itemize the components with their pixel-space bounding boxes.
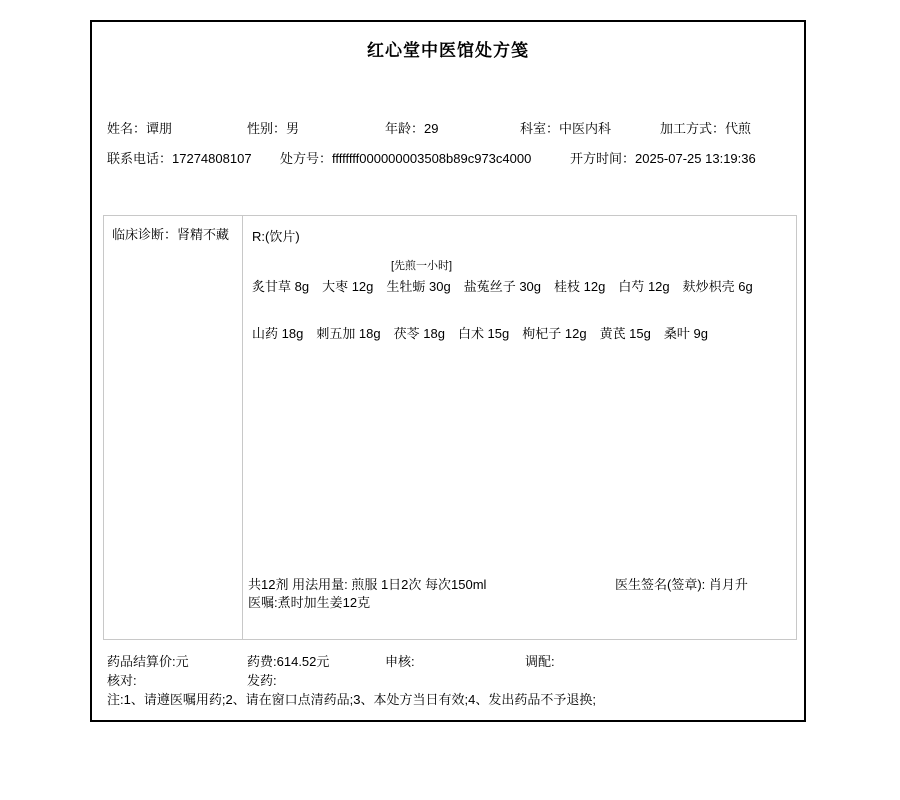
patient-info-row-1 [92,118,804,136]
herb-item: 茯苓 18g [393,326,445,341]
gender-label: 性别： [247,121,287,136]
herb-item: 白术 15g [457,326,510,341]
age-field [385,118,438,137]
footer-note: 注:1、请遵医嘱用药;2、请在窗口点清药品;3、本处方当日有效;4、发出药品不予退换; [107,692,596,707]
herb-item: 盐菟丝子 30g [463,279,542,294]
rx-number-value: ffffffff000000003508b89c973c4000 [332,151,532,166]
check-field [107,670,137,689]
diagnosis-field [112,224,229,243]
patient-info-row-2 [92,148,804,166]
issue-time-label: 开方时间： [570,151,636,166]
rx-number-label: 处方号： [280,151,333,166]
department-label: 科室： [520,121,560,136]
doctor-sign-label: 医生签名(签章): [615,577,706,592]
doctor-name: 肖月升 [708,577,748,592]
settle-price-field [107,651,189,670]
usage-label: 用法用量: [292,577,348,592]
rx-content-column [243,216,796,639]
issue-label: 发药: [247,673,277,688]
herb-line-2 [252,325,790,342]
review-label: 申核: [385,654,415,669]
total-doses: 共12剂 [248,577,289,592]
doctor-signature-line [615,574,748,593]
herb-item: 枸杞子 12g [522,326,587,341]
fee-value: 614.52元 [276,654,330,669]
diagnosis-value: 肾精不藏 [177,227,230,242]
herb-item: 炙甘草 8g [252,279,310,294]
herb-item: 山药 18g [252,326,304,341]
age-label: 年龄： [385,121,425,136]
processing-label: 加工方式： [660,121,726,136]
prescription-body-box [103,215,797,640]
usage-value: 煎服 1日2次 每次150ml [351,577,487,592]
fee-label: 药费: [247,654,277,669]
issue-time-field [570,148,756,167]
herb-item: 桑叶 9g [663,326,708,341]
issue-time-value: 2025-07-25 13:19:36 [635,151,756,166]
herb-item: 桂枝 12g [554,279,606,294]
check-label: 核对: [107,673,137,688]
patient-name-value: 谭朋 [146,121,173,136]
department-field [520,118,611,137]
settle-price-value: 元 [175,654,189,669]
usage-line [248,574,486,593]
prescription-form [90,20,806,722]
rx-header: R:(饮片) [252,229,300,244]
gender-field [247,118,299,137]
herb-item: 麸炒枳壳 6g [682,279,753,294]
decoct-note: [先煎一小时] [391,260,453,272]
patient-name-field [107,118,172,137]
page-title: 红心堂中医馆处方笺 [367,41,529,60]
review-field [385,651,415,670]
medical-advice-line [248,592,370,611]
herb-item: 刺五加 18g [316,326,381,341]
processing-method-field [660,118,751,137]
phone-label: 联系电话： [107,151,173,166]
advice-value: 煮时加生姜12克 [277,595,371,610]
advice-label: 医嘱: [248,595,278,610]
rx-number-field [280,148,531,167]
diagnosis-column [104,216,243,639]
herb-item: 生牡蛎 30g [386,279,451,294]
age-value: 29 [424,121,439,136]
diagnosis-label: 临床诊断： [112,227,178,242]
dispense-field [525,651,555,670]
department-value: 中医内科 [559,121,612,136]
herb-item: 白芍 12g [618,279,670,294]
patient-name-label: 姓名： [107,121,147,136]
issue-field [247,670,277,689]
herb-item: 黄芪 15g [599,326,651,341]
fee-field [247,651,329,670]
herb-line-1 [252,278,790,295]
settle-price-label: 药品结算价: [107,654,176,669]
gender-value: 男 [286,121,300,136]
phone-value: 17274808107 [172,151,252,166]
phone-field [107,148,252,167]
herb-item: 大枣 12g [322,279,374,294]
processing-value: 代煎 [725,121,752,136]
dispense-label: 调配: [525,654,555,669]
